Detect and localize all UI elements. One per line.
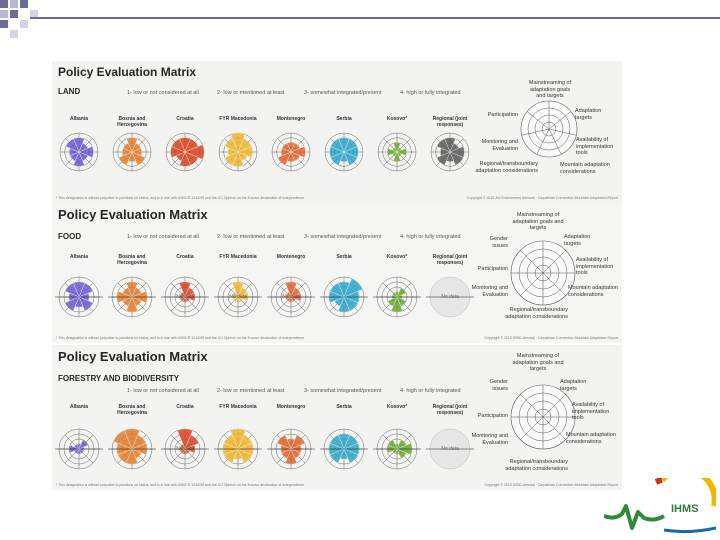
legend-item: 4- high or fully integrated (400, 388, 461, 394)
no-data-label: No data (176, 446, 194, 452)
corner-decoration (0, 0, 54, 54)
key-label: Adaptation targets (575, 108, 602, 121)
country-radar (321, 129, 367, 175)
copyright: Copyright © 2015 GRID-Arendal · Carpathian Convention Mountain Adaptation Report (484, 483, 618, 487)
matrix-panel-forestry (52, 345, 622, 490)
legend-item: 1- low or not considered at all (127, 234, 199, 240)
panel-title: Policy Evaluation Matrix (58, 349, 208, 364)
no-data-label: No data (441, 446, 459, 452)
no-data-label: No data (176, 294, 194, 300)
panel-subtitle: LAND (58, 87, 81, 96)
copyright: Copyright © 2015 GRID-Arendal · Carpathian Convention Mountain Adaptation Report (484, 336, 618, 340)
key-label: Mainstreaming of adaptation goals and targets (512, 212, 564, 231)
key-label: Regional/transboundary adaptation considerations (475, 161, 538, 174)
key-label: Availability of implementation tools (576, 257, 614, 276)
logo-text: IHMS (671, 503, 699, 515)
legend-item: 1- low or not considered at all (127, 388, 199, 394)
top-rule (30, 17, 720, 19)
country-label: Serbia (336, 404, 352, 410)
country-radar (109, 129, 155, 175)
footnote: * This designation is without prejudice to positions on status, and is in line with UNSCR 1244/99 and the ICJ Opinion on the Kosovo declaration of independence. (56, 483, 306, 487)
country-radar (108, 425, 156, 473)
legend-item: 4- high or fully integrated (400, 90, 461, 96)
country-radar (320, 425, 368, 473)
footnote: * This designation is without prejudice to positions on status, and is in line with UNSCR 1244/99 and the ICJ Opinion on the Kosovo declaration of independence. (56, 196, 306, 200)
country-label: Regional (joint responses) (432, 254, 468, 266)
panel-subtitle: FORESTRY AND BIODIVERSITY (58, 374, 180, 383)
panel-title: Policy Evaluation Matrix (58, 65, 197, 79)
key-label: Adaptation targets (560, 379, 587, 392)
key-label: Monitoring and Evaluation (471, 433, 508, 446)
country-label: Bosnia and Herzegovina (117, 254, 147, 266)
key-label: Gender issues (489, 236, 508, 249)
country-label: FYR Macedonia (219, 404, 257, 410)
country-radar (215, 129, 261, 175)
country-radar (108, 273, 156, 321)
legend-item: 2- low or mentioned at least (217, 90, 285, 96)
country-radar (373, 273, 421, 321)
panel-title: Policy Evaluation Matrix (58, 207, 208, 222)
key-label: Adaptation targets (564, 234, 591, 247)
country-radar (320, 273, 368, 321)
country-label: Montenegro (276, 116, 306, 122)
country-label: Bosnia and Herzegovina (117, 404, 147, 416)
matrix-panel-land (52, 61, 622, 203)
legend-item: 2- low or mentioned at least (217, 388, 285, 394)
legend-item: 3- somewhat integrated/present (304, 388, 382, 394)
country-radar (55, 425, 103, 473)
country-label: Albania (69, 116, 89, 122)
legend-item: 1- low or not considered at all (127, 90, 199, 96)
country-label: Regional (joint responses) (432, 116, 468, 128)
country-radar (214, 425, 262, 473)
no-data-label: No data (229, 294, 247, 300)
key-label: Mainstreaming of adaptation goals and targets (512, 353, 564, 372)
key-label: Participation (477, 413, 508, 419)
country-label: Regional (joint responses) (432, 404, 468, 416)
country-label: FYR Macedonia (219, 116, 257, 122)
country-radar (268, 129, 314, 175)
country-radar (267, 425, 315, 473)
country-radar (56, 129, 102, 175)
key-label: Availability of implementation tools (572, 402, 610, 421)
footnote: * This designation is without prejudice to positions on status, and is in line with UNSCR 1244/99 and the ICJ Opinion on the Kosovo declaration of independence. (56, 336, 306, 340)
key-label: Regional/transboundary adaptation considerations (505, 307, 568, 320)
matrix-panel-food (52, 203, 622, 343)
country-radar (55, 273, 103, 321)
panel-subtitle: FOOD (58, 232, 82, 241)
copyright: Copyright © 2015 Zoï Environment Network · Carpathian Convention Mountain Adaptation Report (466, 196, 618, 200)
country-radar (374, 129, 420, 175)
key-label: Gender issues (489, 379, 508, 392)
country-label: Serbia (336, 254, 352, 260)
legend-item: 2- low or mentioned at least (217, 234, 285, 240)
legend-item: 3- somewhat integrated/present (304, 90, 382, 96)
logo-emblem (604, 478, 716, 538)
country-label: Croatia (176, 254, 194, 260)
no-data-label: No data (282, 294, 300, 300)
key-label: Mountain adaptation considerations (568, 285, 618, 298)
key-label: Mainstreaming of adaptation goals and targets (528, 80, 572, 99)
key-label: Participation (477, 266, 508, 272)
key-label: Monitoring and Evaluation (481, 139, 518, 152)
country-label: Serbia (336, 116, 352, 122)
key-radar (509, 239, 577, 307)
country-label: Albania (69, 254, 89, 260)
legend-item: 3- somewhat integrated/present (304, 234, 382, 240)
country-label: Croatia (176, 404, 194, 410)
key-label: Monitoring and Evaluation (471, 285, 508, 298)
country-label: Kosovo* (386, 254, 408, 260)
key-label: Participation (487, 112, 518, 118)
key-label: Regional/transboundary adaptation considerations (505, 459, 568, 472)
country-label: Kosovo* (386, 116, 408, 122)
country-label: Montenegro (276, 254, 306, 260)
legend-item: 4- high or fully integrated (400, 234, 461, 240)
key-label: Mountain adaptation considerations (566, 432, 616, 445)
country-radar (162, 129, 208, 175)
country-label: Albania (69, 404, 89, 410)
country-label: Croatia (176, 116, 194, 122)
ihms-logo (604, 478, 716, 538)
country-label: Bosnia and Herzegovina (117, 116, 147, 128)
no-data-label: No data (441, 294, 459, 300)
country-label: FYR Macedonia (219, 254, 257, 260)
key-radar (519, 99, 579, 159)
key-label: Mountain adaptation considerations (560, 162, 610, 175)
country-label: Montenegro (276, 404, 306, 410)
country-radar (373, 425, 421, 473)
key-label: Availability of implementation tools (576, 137, 614, 156)
country-label: Kosovo* (386, 404, 408, 410)
